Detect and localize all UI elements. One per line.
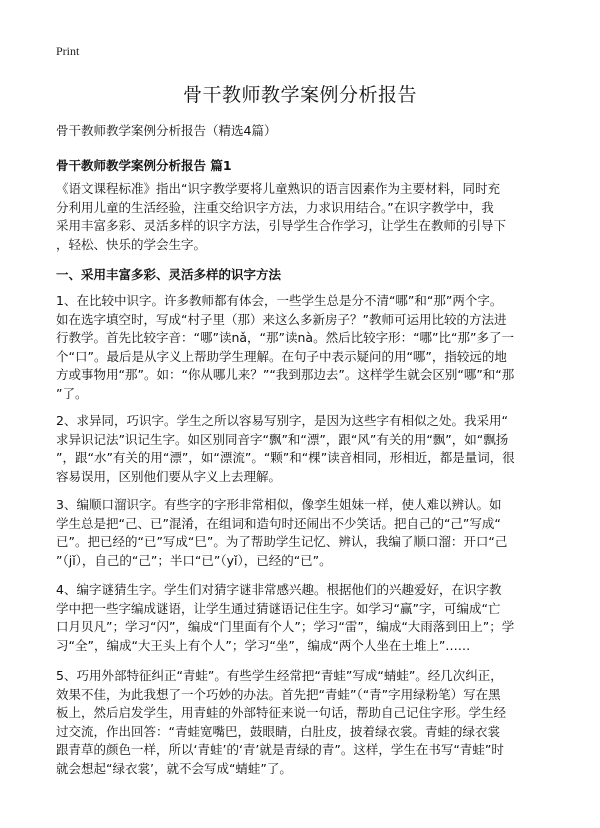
paragraph-line: 求异识记法”识记生字。如区别同音字“飘”和“漂”，跟“风”有关的用“飘”，如“飘扬 bbox=[56, 431, 509, 447]
paragraph-line: 5、巧用外部特征纠正“青蛙”。有些学生经常把“青蛙”写成“蜻蛙”。经几次纠正， bbox=[56, 668, 503, 683]
paragraph-3 bbox=[56, 496, 548, 570]
paragraph-line: 口月贝凡”；学习“闪”，编成“门里面有个人”；学习“雷”，编成“大雨落到田上”；学 bbox=[56, 619, 515, 634]
paragraph-4 bbox=[56, 581, 548, 655]
paragraph-line: 就会想起“绿衣裳’，就不会写成“蜻蛙”了。 bbox=[56, 760, 292, 776]
part-heading: 骨干教师教学案例分析报告 篇1 bbox=[56, 158, 232, 173]
section-heading: 一、采用丰富多彩、灵活多样的识字方法 bbox=[56, 267, 282, 282]
paragraph-line: 已”。把已经的“已”写成“巳”。为了帮助学生记忆、辨认，我编了顺口溜：开口“己 bbox=[56, 534, 508, 549]
paragraph-line: 4、编字谜猜生字。学生们对猜字谜非常感兴趣。根据他们的兴趣爱好，在识字教 bbox=[56, 582, 502, 597]
paragraph-line: ，轻松、快乐的学会生字。 bbox=[56, 236, 207, 252]
paragraph-2 bbox=[56, 412, 548, 486]
paragraph-line: 容易误用，区别他们要从字义上去理解。 bbox=[56, 468, 282, 484]
paragraph-5 bbox=[56, 667, 548, 778]
paragraph-line: 习“全”，编成“大王头上有个人”；学习“坐”，编成“两个人坐在土堆上”…… bbox=[56, 637, 471, 653]
paragraph-line: 个“口”。最后是从字义上帮助学生理解。在句子中表示疑问的用“哪”，指较远的地 bbox=[56, 348, 507, 364]
intro-paragraph bbox=[56, 180, 548, 254]
paragraph-line: ”（jǐ），自己的“己”；半口“已”（yǐ），已经的“已”。 bbox=[56, 552, 332, 568]
paragraph-line: ”了。 bbox=[56, 385, 88, 401]
paragraph-line: 效果不佳，为此我想了一个巧妙的办法。首先把“青蛙”（“青”字用绿粉笔）写在黑 bbox=[56, 686, 501, 702]
paragraph-line: 跟青草的颜色一样，所以‘青蛙’的‘青’就是青绿的青”。这样，学生在书写“青蛙”时 bbox=[56, 742, 504, 757]
paragraph-line: 《语文课程标准》指出“识字教学要将儿童熟识的语言因素作为主要材料，同时充 bbox=[56, 181, 500, 196]
paragraph-line: 采用丰富多彩、灵活多样的识字方法，引导学生合作学习，让学生在教师的引导下 bbox=[56, 218, 507, 233]
paragraph-line: 2、求异同，巧识字。学生之所以容易写别字，是因为这些字有相似之处。我采用“ bbox=[56, 413, 508, 428]
paragraph-line: 学中把一些字编成谜语，让学生通过猜谜语记住生字。如学习“赢”字，可编成“亡 bbox=[56, 600, 501, 616]
paragraph-line: 分利用儿童的生活经验，注重交给识字方法，力求识用结合。”在识字教学中，我 bbox=[56, 199, 494, 215]
paragraph-line: 如在选字填空时，写成“村子里（那）来这么多新房子？”教师可运用比较的方法进 bbox=[56, 311, 507, 327]
document-title: 骨干教师教学案例分析报告 bbox=[182, 84, 417, 106]
paragraph-line: 3、编顺口溜识字。有些字的字形非常相似，像孪生姐妹一样，使人难以辨认。如 bbox=[56, 497, 502, 512]
document-subtitle: 骨干教师教学案例分析报告（精选4篇） bbox=[56, 123, 277, 138]
paragraph-line: 行教学。首先比较字音：“哪”读nǎ，“那”读nà。然后比较字形：“哪”比“那”多了一 bbox=[56, 330, 514, 345]
paragraph-line: ”，跟“水”有关的用“漂”，如“漂流”。“颗”和“棵”读音相同，形相近，都是量词，很 bbox=[56, 450, 515, 465]
paragraph-line: 板上，然后启发学生，用青蛙的外部特征来说一句话，帮助自己记住字形。学生经 bbox=[56, 705, 507, 720]
paragraph-line: 1、在比较中识字。许多教师都有体会，一些学生总是分不清“哪”和“那”两个字。 bbox=[56, 293, 503, 308]
paragraph-line: 方或事物用“那”。如：“你从哪儿来？”“我到那边去”。这样学生就会区别“哪”和“那 bbox=[56, 367, 515, 382]
print-label: Print bbox=[56, 44, 80, 58]
paragraph-1 bbox=[56, 292, 548, 403]
paragraph-line: 学生总是把“己、已”混淆，在组词和造句时还闹出不少笑话。把自己的“己”写成“ bbox=[56, 515, 501, 531]
paragraph-line: 过交流，作出回答：“青蛙宽嘴巴，鼓眼睛，白肚皮，披着绿衣裳。青蛙的绿衣裳 bbox=[56, 723, 500, 739]
